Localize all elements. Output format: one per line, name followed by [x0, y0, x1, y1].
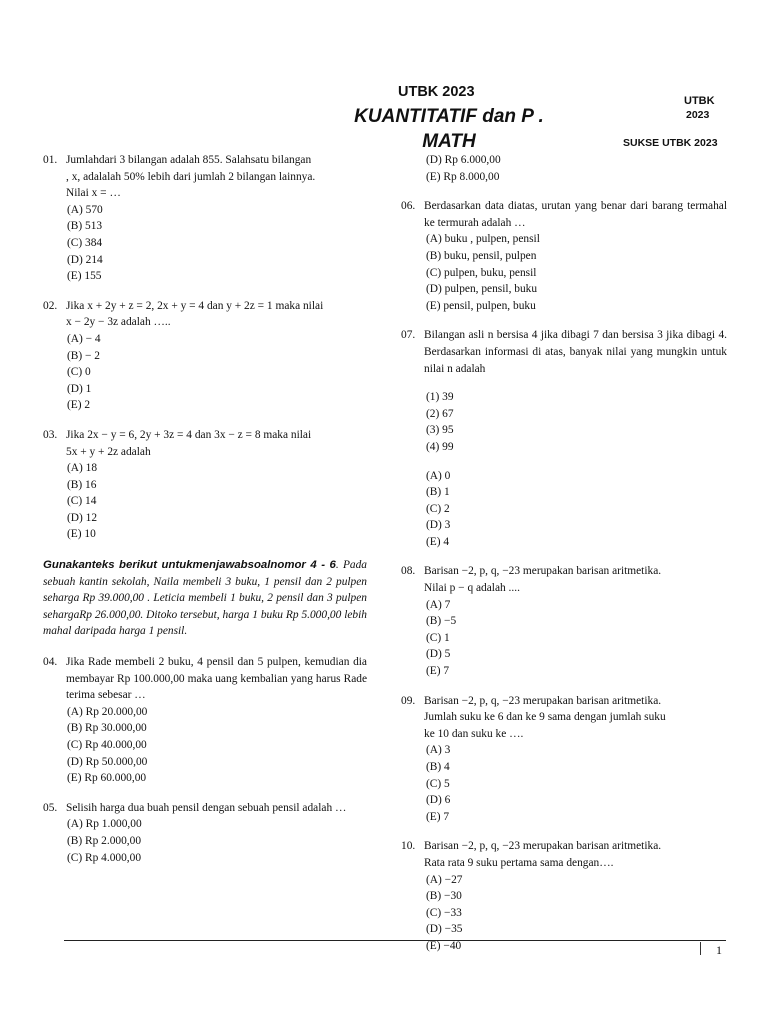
answer-option: (D) Rp 50.000,00 [67, 755, 148, 768]
answer-option: (D) 5 [426, 648, 451, 661]
answer-option: (C) 384 [67, 236, 103, 249]
answer-option: (B) 1 [426, 486, 450, 499]
question-text: Barisan −2, p, q, −23 merupakan barisan aritmetika. [424, 840, 662, 853]
question-number: 09. [401, 694, 416, 707]
options-07 [401, 468, 727, 551]
answer-option: (E) Rp 8.000,00 [426, 170, 500, 183]
context-lead: Gunakanteks berikut untukmenjawabsoalnomor 4 - 6 [43, 559, 336, 572]
options-04 [43, 704, 367, 787]
answer-option: (C) −33 [426, 906, 462, 919]
left-column [43, 152, 367, 866]
context-passage [43, 557, 367, 640]
answer-option: (A) 3 [426, 744, 451, 757]
question-number: 07. [401, 329, 416, 342]
question-text: Berdasarkan data diatas, urutan yang benar dari barang termahal ke termurah adalah … [424, 200, 727, 229]
answer-option: (B) −5 [426, 615, 457, 628]
question-number: 02. [43, 299, 58, 312]
header-utbk: UTBK 2023 [398, 84, 475, 100]
question-08 [401, 563, 727, 596]
question-text: Nilai x = … [66, 187, 121, 200]
question-10 [401, 838, 727, 871]
title-line-2: MATH [422, 131, 476, 152]
answer-option: (A) −27 [426, 873, 463, 886]
question-number: 01. [43, 154, 58, 166]
answer-option: (B) Rp 2.000,00 [67, 834, 142, 847]
answer-option: (B) − 2 [67, 349, 100, 362]
title-line-1: KUANTITATIF dan P . [354, 106, 544, 127]
question-text: ke 10 dan suku ke …. [424, 727, 524, 740]
answer-option: (D) pulpen, pensil, buku [426, 283, 538, 296]
answer-option: (D) −35 [426, 923, 463, 936]
question-03 [43, 427, 367, 460]
options-02 [43, 331, 367, 414]
question-number: 10. [401, 840, 416, 853]
answer-option: (A) buku , pulpen, pensil [426, 233, 540, 246]
answer-option: (C) 1 [426, 631, 450, 644]
answer-option: (C) pulpen, buku, pensil [426, 266, 537, 279]
question-number: 05. [43, 801, 58, 814]
statement-item: (2) 67 [426, 407, 454, 420]
options-03 [43, 460, 367, 543]
header-right-sukses: SUKSE UTBK 2023 [623, 137, 718, 149]
answer-option: (D) 1 [67, 382, 92, 395]
question-text: , x, adalalah 50% lebih dari jumlah 2 bilangan lainnya. [66, 170, 316, 183]
page-number-divider [700, 942, 701, 955]
answer-option: (A) 18 [67, 462, 98, 475]
answer-option: (A) 570 [67, 203, 103, 216]
header-right-year: 2023 [686, 109, 710, 121]
answer-option: (A) 7 [426, 598, 451, 611]
options-01 [43, 202, 367, 285]
answer-option: (A) Rp 20.000,00 [67, 705, 148, 718]
answer-option: (E) 7 [426, 810, 450, 823]
statements-07 [401, 389, 727, 455]
answer-option: (B) 16 [67, 478, 97, 491]
answer-option: (D) 6 [426, 794, 451, 807]
answer-option: (C) 14 [67, 495, 97, 508]
answer-option: (C) 0 [67, 366, 91, 379]
options-08 [401, 597, 727, 680]
footer-rule [64, 940, 726, 941]
options-05-continued [401, 152, 727, 185]
answer-option: (A) Rp 1.000,00 [67, 818, 142, 831]
page-number: 1 [716, 943, 722, 957]
question-06 [401, 198, 727, 231]
question-09 [401, 693, 727, 743]
question-number: 03. [43, 428, 58, 441]
question-07 [401, 327, 727, 377]
answer-option: (C) 5 [426, 777, 450, 790]
page-title [318, 104, 580, 154]
answer-option: (B) 4 [426, 761, 450, 773]
question-number: 04. [43, 656, 58, 669]
answer-option: (E) 7 [426, 665, 450, 678]
answer-option: (B) Rp 30.000,00 [67, 722, 147, 735]
question-text: Jika 2x − y = 6, 2y + 3z = 4 dan 3x − z = 8 maka nilai [66, 428, 312, 441]
question-text: Nilai p − q adalah .... [424, 582, 520, 595]
question-text: Jika x + 2y + z = 2, 2x + y = 4 dan y + 2z = 1 maka nilai [66, 299, 324, 312]
options-06 [401, 231, 727, 314]
question-text: Barisan −2, p, q, −23 merupakan barisan aritmetika. [424, 565, 662, 578]
answer-option: (C) Rp 40.000,00 [67, 739, 147, 751]
answer-option: (E) −40 [426, 939, 462, 952]
question-number: 08. [401, 565, 416, 578]
right-column [401, 152, 727, 955]
answer-option: (D) Rp 6.000,00 [426, 154, 501, 166]
answer-option: (D) 214 [67, 253, 103, 266]
answer-option: (C) 2 [426, 502, 450, 515]
question-text: Rata rata 9 suku pertama sama dengan…. [424, 856, 614, 869]
context-body: . Pada sebuah kantin sekolah, Naila membeli 3 buku, 1 pensil dan 2 pulpen seharga Rp 39.000,00 . Leticia membeli 1 buku, 2 pensil dan 3 pulpen sehargaRp 26.000,00. Ditoko tersebut, harga 1 buku Rp 5.000,00 lebih mahal daripada harga 1 pensil. [43, 559, 367, 638]
question-text: 5x + y + 2z adalah [66, 445, 151, 458]
statement-item: (3) 95 [426, 424, 454, 437]
answer-option: (C) Rp 4.000,00 [67, 851, 142, 864]
question-text: Selisih harga dua buah pensil dengan sebuah pensil adalah … [66, 801, 347, 814]
question-text: Jumlah suku ke 6 dan ke 9 sama dengan jumlah suku [424, 711, 666, 724]
question-text: Barisan −2, p, q, −23 merupakan barisan aritmetika. [424, 694, 662, 707]
question-05 [43, 800, 367, 817]
options-09 [401, 742, 727, 825]
answer-option: (B) buku, pensil, pulpen [426, 249, 537, 262]
question-text: x − 2y − 3z adalah ….. [66, 316, 171, 329]
header-right-utbk: UTBK [684, 95, 715, 107]
answer-option: (B) 513 [67, 220, 103, 233]
answer-option: (A) − 4 [67, 332, 101, 345]
statement-item: (1) 39 [426, 391, 454, 404]
answer-option: (B) −30 [426, 890, 462, 903]
question-02 [43, 298, 367, 331]
statement-item: (4) 99 [426, 440, 454, 453]
options-05 [43, 816, 367, 866]
question-text: Jika Rade membeli 2 buku, 4 pensil dan 5 pulpen, kemudian dia membayar Rp 100.000,00 maka uang kembalian yang harus Rade terima sebesar … [66, 656, 367, 702]
question-text: Bilangan asli n bersisa 4 jika dibagi 7 dan bersisa 3 jika dibagi 4. Berdasarkan informasi di atas, banyak nilai yang mungkin untuk nilai n adalah [424, 329, 727, 375]
answer-option: (E) 4 [426, 535, 450, 548]
question-01 [43, 152, 367, 202]
question-text: Jumlahdari 3 bilangan adalah 855. Salahsatu bilangan [66, 154, 312, 166]
answer-option: (A) 0 [426, 469, 451, 482]
answer-option: (E) Rp 60.000,00 [67, 772, 147, 785]
answer-option: (E) pensil, pulpen, buku [426, 299, 536, 312]
answer-option: (E) 2 [67, 399, 91, 412]
options-10 [401, 872, 727, 955]
answer-option: (D) 12 [67, 511, 98, 524]
answer-option: (E) 10 [67, 528, 96, 541]
question-04 [43, 654, 367, 704]
answer-option: (D) 3 [426, 519, 451, 532]
question-number: 06. [401, 200, 416, 213]
answer-option: (E) 155 [67, 270, 102, 283]
